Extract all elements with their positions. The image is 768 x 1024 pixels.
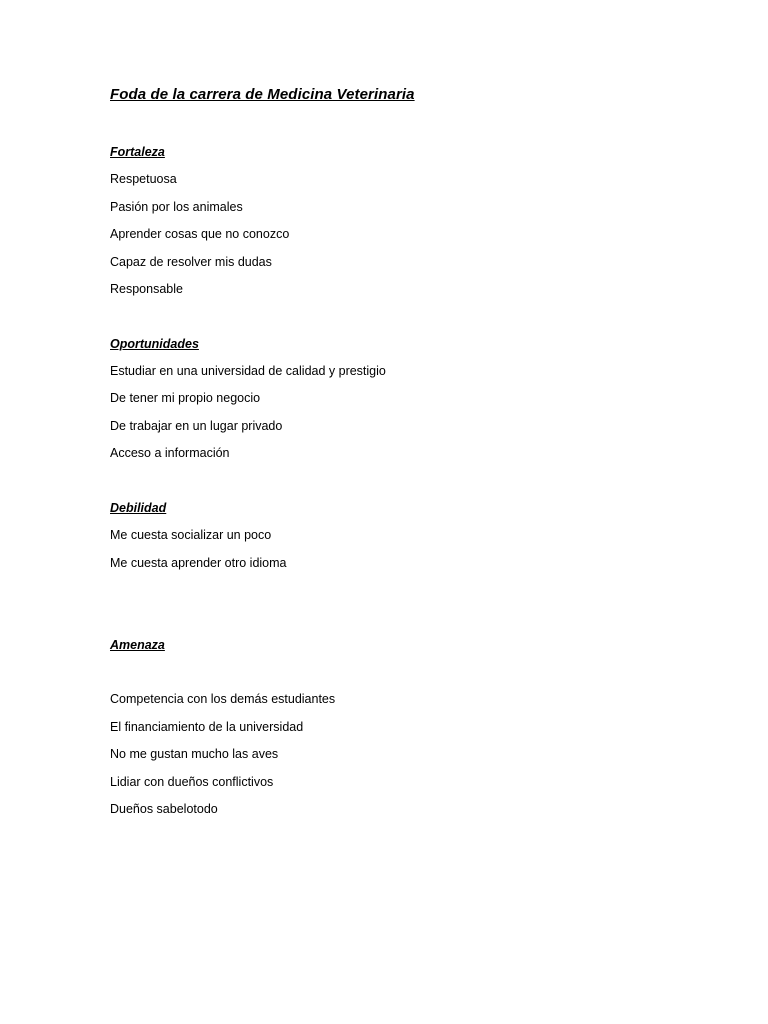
section-heading-amenaza: Amenaza: [110, 638, 165, 652]
list-item: Me cuesta aprender otro idioma: [110, 556, 287, 570]
document-title: Foda de la carrera de Medicina Veterinaria: [110, 86, 415, 103]
list-item: Respetuosa: [110, 172, 177, 186]
section-heading-oportunidades: Oportunidades: [110, 337, 199, 351]
section-heading-debilidad: Debilidad: [110, 501, 167, 515]
list-item: De tener mi propio negocio: [110, 391, 261, 405]
list-item: Acceso a información: [110, 446, 230, 460]
list-item: Me cuesta socializar un poco: [110, 528, 272, 542]
list-item: El financiamiento de la universidad: [110, 720, 304, 734]
list-item: Aprender cosas que no conozco: [110, 227, 290, 241]
list-item: De trabajar en un lugar privado: [110, 419, 283, 433]
list-item: Competencia con los demás estudiantes: [110, 692, 336, 706]
list-item: Responsable: [110, 282, 183, 296]
list-item: Dueños sabelotodo: [110, 802, 218, 816]
list-item: Lidiar con dueños conflictivos: [110, 775, 274, 789]
section-heading-fortaleza: Fortaleza: [110, 145, 165, 159]
list-item: Pasión por los animales: [110, 200, 243, 214]
list-item: Capaz de resolver mis dudas: [110, 255, 272, 269]
list-item: No me gustan mucho las aves: [110, 747, 279, 761]
list-item: Estudiar en una universidad de calidad y prestigio: [110, 364, 386, 378]
